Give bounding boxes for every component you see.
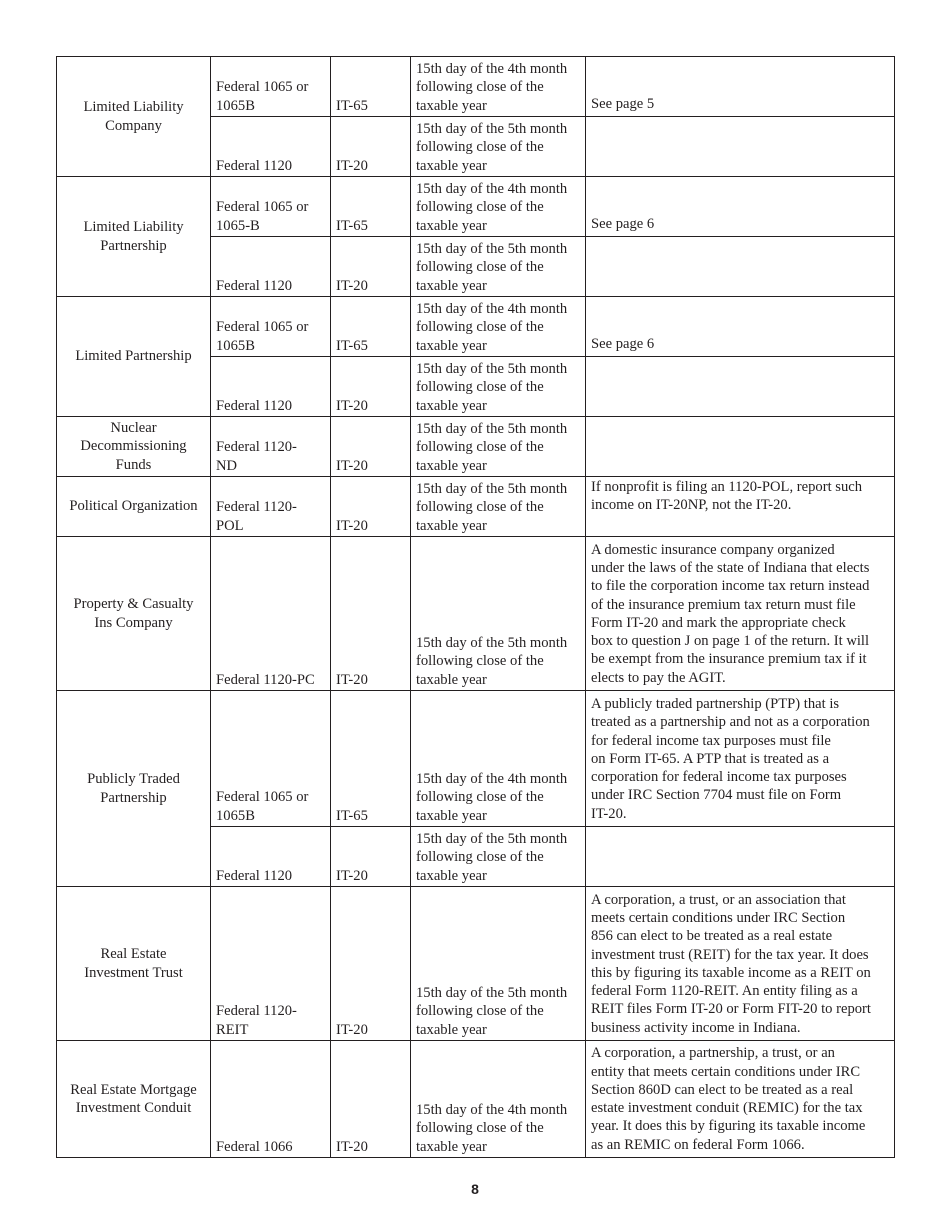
state-form-cell: IT-20 <box>331 1041 411 1158</box>
federal-form-cell: Federal 1065 or 1065B <box>211 57 331 117</box>
entity-type-cell: Nuclear Decommissioning Funds <box>57 417 211 477</box>
table-row <box>57 887 895 1041</box>
note-cell: A domestic insurance company organized under the laws of the state of Indiana that elects to file the corporation income tax return instead of the insurance premium tax return must file Form IT-20 and mark the appropriate check box to question J on page 1 of the return. It will be exempt from the insurance premium tax if it elects to pay the AGIT. <box>586 537 895 691</box>
due-date-cell: 15th day of the 5th month following close of the taxable year <box>411 827 586 887</box>
table-row <box>57 691 895 827</box>
due-date-cell: 15th day of the 4th month following close of the taxable year <box>411 1041 586 1158</box>
note-cell <box>586 357 895 417</box>
due-date-cell: 15th day of the 4th month following close of the taxable year <box>411 691 586 827</box>
federal-form-cell: Federal 1120- ND <box>211 417 331 477</box>
note-cell: A corporation, a trust, or an association that meets certain conditions under IRC Section 856 can elect to be treated as a real estate investment trust (REIT) for the tax year. It does this by figuring its taxable income as a REIT on federal Form 1120-REIT. An entity filing as a REIT files Form IT-20 or Form FIT-20 to report business activity income in Indiana. <box>586 887 895 1041</box>
federal-form-cell: Federal 1120 <box>211 827 331 887</box>
state-form-cell: IT-20 <box>331 237 411 297</box>
state-form-cell: IT-65 <box>331 691 411 827</box>
entity-type-cell: Real Estate Investment Trust <box>57 887 211 1041</box>
page-number: 8 <box>471 1181 479 1197</box>
note-cell: See page 6 <box>586 297 895 357</box>
entity-type-cell: Publicly Traded Partnership <box>57 691 211 887</box>
due-date-cell: 15th day of the 5th month following close of the taxable year <box>411 477 586 537</box>
table-row <box>57 1041 895 1158</box>
entity-type-cell: Real Estate Mortgage Investment Conduit <box>57 1041 211 1158</box>
state-form-cell: IT-65 <box>331 57 411 117</box>
table-row <box>57 477 895 537</box>
federal-form-cell: Federal 1120- REIT <box>211 887 331 1041</box>
note-cell <box>586 117 895 177</box>
due-date-cell: 15th day of the 4th month following close of the taxable year <box>411 57 586 117</box>
entity-type-cell: Property & Casualty Ins Company <box>57 537 211 691</box>
due-date-cell: 15th day of the 5th month following close of the taxable year <box>411 537 586 691</box>
note-cell: A corporation, a partnership, a trust, or an entity that meets certain conditions under IRC Section 860D can elect to be treated as a real estate investment conduit (REMIC) for the tax year. It does this by figuring its taxable income as an REMIC on federal Form 1066. <box>586 1041 895 1158</box>
state-form-cell: IT-20 <box>331 477 411 537</box>
table-row <box>57 297 895 357</box>
state-form-cell: IT-20 <box>331 827 411 887</box>
entity-type-cell: Political Organization <box>57 477 211 537</box>
note-cell <box>586 417 895 477</box>
table-row <box>57 417 895 477</box>
state-form-cell: IT-20 <box>331 887 411 1041</box>
due-date-cell: 15th day of the 5th month following close of the taxable year <box>411 117 586 177</box>
federal-form-cell: Federal 1120-PC <box>211 537 331 691</box>
note-cell <box>586 827 895 887</box>
note-cell: If nonprofit is filing an 1120-POL, report such income on IT-20NP, not the IT-20. <box>586 477 895 537</box>
federal-form-cell: Federal 1065 or 1065B <box>211 691 331 827</box>
federal-form-cell: Federal 1120 <box>211 117 331 177</box>
due-date-cell: 15th day of the 5th month following close of the taxable year <box>411 237 586 297</box>
federal-form-cell: Federal 1066 <box>211 1041 331 1158</box>
table-body <box>57 57 895 1158</box>
federal-form-cell: Federal 1120 <box>211 357 331 417</box>
federal-form-cell: Federal 1065 or 1065-B <box>211 177 331 237</box>
federal-form-cell: Federal 1120- POL <box>211 477 331 537</box>
state-form-cell: IT-20 <box>331 357 411 417</box>
note-cell: See page 5 <box>586 57 895 117</box>
table-row <box>57 57 895 117</box>
entity-type-cell: Limited Partnership <box>57 297 211 417</box>
table-row <box>57 177 895 237</box>
entity-type-cell: Limited Liability Partnership <box>57 177 211 297</box>
note-cell <box>586 237 895 297</box>
due-date-cell: 15th day of the 4th month following close of the taxable year <box>411 297 586 357</box>
table-row <box>57 537 895 691</box>
note-cell: A publicly traded partnership (PTP) that is treated as a partnership and not as a corporation for federal income tax purposes must file on Form IT-65. A PTP that is treated as a corporation for federal income tax purposes under IRC Section 7704 must file on Form IT-20. <box>586 691 895 827</box>
state-form-cell: IT-20 <box>331 537 411 691</box>
federal-form-cell: Federal 1120 <box>211 237 331 297</box>
due-date-cell: 15th day of the 5th month following close of the taxable year <box>411 357 586 417</box>
due-date-cell: 15th day of the 4th month following close of the taxable year <box>411 177 586 237</box>
due-date-cell: 15th day of the 5th month following close of the taxable year <box>411 887 586 1041</box>
state-form-cell: IT-20 <box>331 117 411 177</box>
entity-type-cell: Limited Liability Company <box>57 57 211 177</box>
state-form-cell: IT-20 <box>331 417 411 477</box>
state-form-cell: IT-65 <box>331 297 411 357</box>
filing-requirements-table <box>56 56 895 1158</box>
due-date-cell: 15th day of the 5th month following close of the taxable year <box>411 417 586 477</box>
state-form-cell: IT-65 <box>331 177 411 237</box>
note-cell: See page 6 <box>586 177 895 237</box>
federal-form-cell: Federal 1065 or 1065B <box>211 297 331 357</box>
